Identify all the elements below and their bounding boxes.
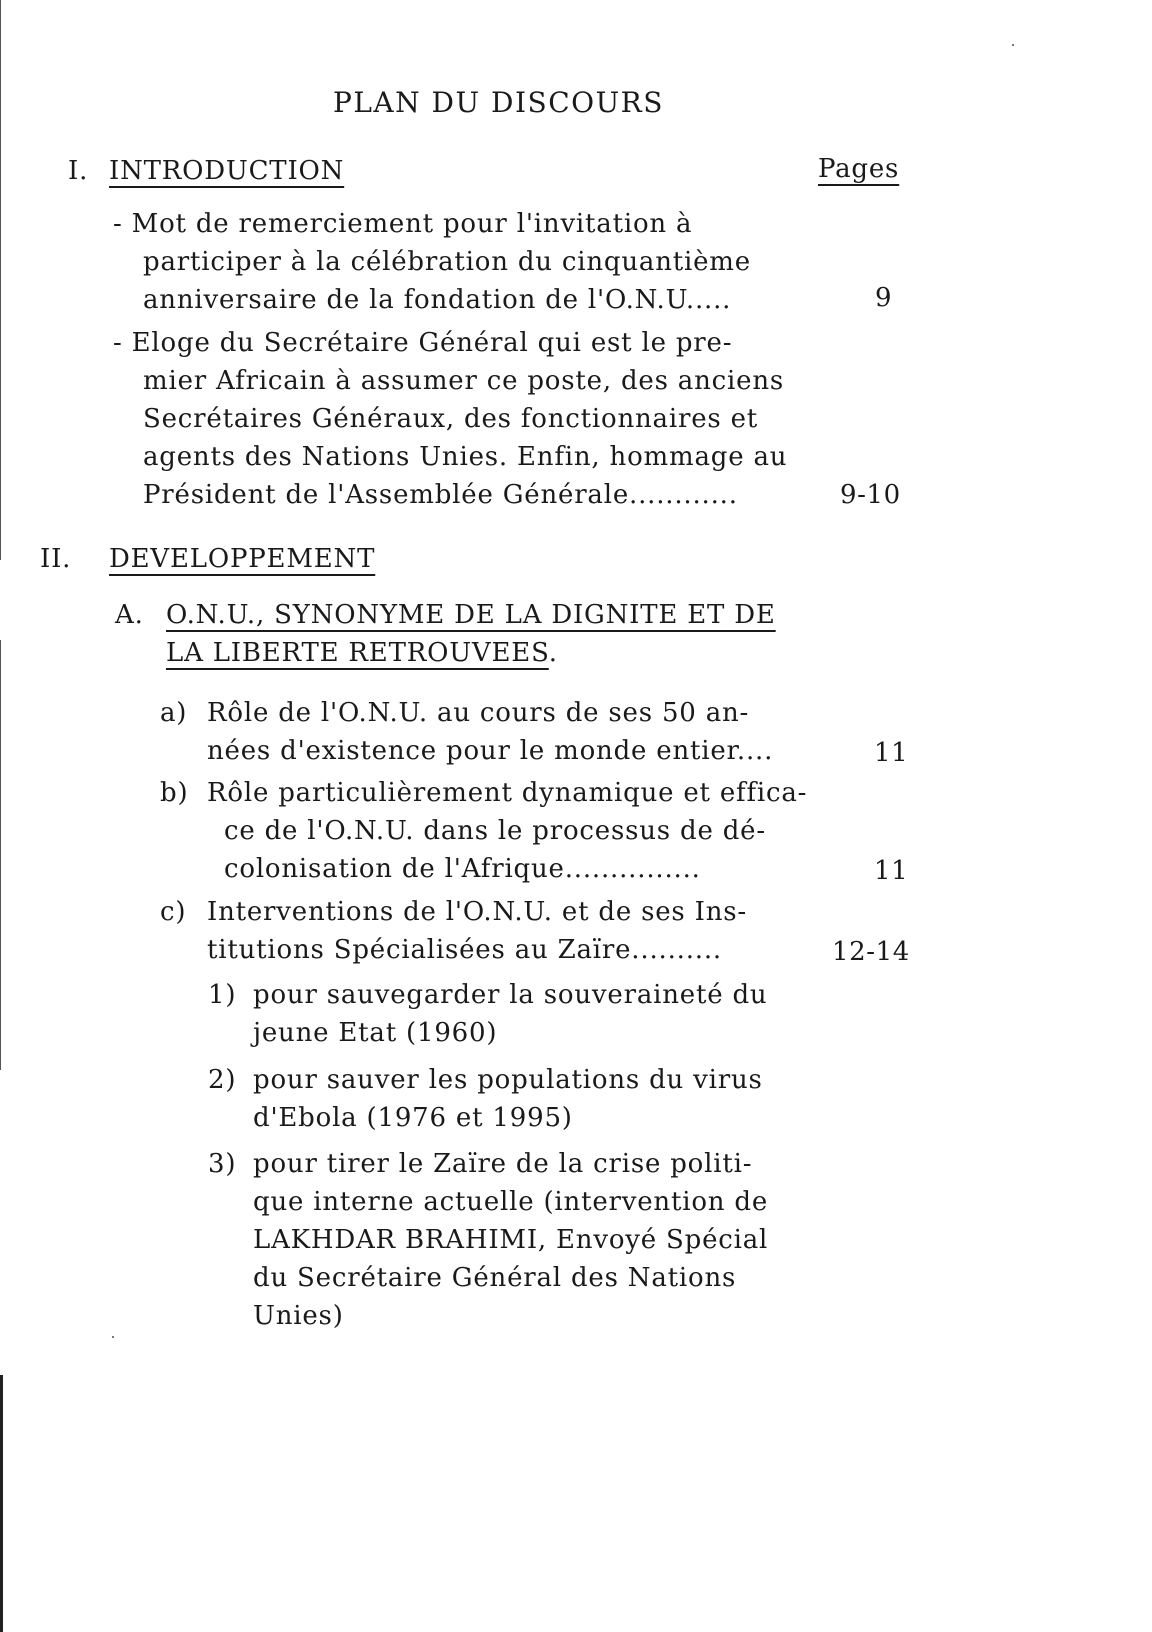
subitem-3-line-3: LAKHDAR BRAHIMI, Envoyé Spécial [253, 1225, 769, 1255]
subitem-2-label: 2) [208, 1065, 237, 1095]
intro-item-2-line-3: Secrétaires Généraux, des fonctionnaires et [143, 404, 759, 434]
item-b-line-2: ce de l'O.N.U. dans le processus de dé- [224, 816, 766, 846]
intro-item-2-line-5: Président de l'Assemblée Générale............ [143, 480, 738, 510]
scan-speck [112, 1336, 114, 1338]
subitem-2-line-1: pour sauver les populations du virus [253, 1065, 763, 1095]
section-1-heading: INTRODUCTION [109, 156, 345, 186]
subsection-a-heading-end: . [548, 638, 558, 668]
subsection-a-letter: A. [115, 600, 144, 630]
scan-edge-line [0, 0, 1, 560]
subsection-a-heading-line-2 [166, 634, 558, 672]
intro-item-1-line-2: participer à la célébration du cinquantième [143, 247, 751, 277]
pages-column-header: Pages [818, 154, 900, 184]
subsection-a-heading-line-1: O.N.U., SYNONYME DE LA DIGNITE ET DE [166, 600, 776, 630]
item-b-line-3: colonisation de l'Afrique............... [224, 854, 701, 884]
item-c-page: 12-14 [832, 937, 910, 967]
item-c-line-2: titutions Spécialisées au Zaïre.......... [207, 935, 722, 965]
subitem-3-line-1: pour tirer le Zaïre de la crise politi- [253, 1149, 753, 1179]
scan-speck [1012, 44, 1014, 46]
subitem-1-label: 1) [208, 980, 237, 1010]
section-1-number: I. [68, 156, 89, 186]
page-title: PLAN DU DISCOURS [333, 86, 664, 119]
item-b-line-1: Rôle particulièrement dynamique et effica- [207, 778, 808, 808]
item-b-page: 11 [874, 856, 909, 886]
subitem-1-line-1: pour sauvegarder la souveraineté du [253, 980, 768, 1010]
subitem-3-line-2: que interne actuelle (intervention de [253, 1187, 769, 1217]
section-2-number: II. [40, 544, 72, 574]
intro-item-2-line-4: agents des Nations Unies. Enfin, hommage au [143, 442, 788, 472]
item-a-page: 11 [874, 738, 909, 768]
item-a-label: a) [160, 698, 188, 728]
intro-item-2-line-2: mier Africain à assumer ce poste, des anciens [143, 366, 785, 396]
section-2-heading: DEVELOPPEMENT [109, 544, 376, 574]
item-a-line-1: Rôle de l'O.N.U. au cours de ses 50 an- [207, 698, 750, 728]
intro-item-1-page: 9 [875, 283, 893, 313]
item-b-label: b) [160, 778, 189, 808]
subitem-3-line-4: du Secrétaire Général des Nations [253, 1263, 737, 1293]
scan-edge-line [0, 640, 1, 1070]
intro-item-2-line-1: - Eloge du Secrétaire Général qui est le pre- [113, 328, 733, 358]
subitem-1-line-2: jeune Etat (1960) [253, 1018, 498, 1048]
intro-item-1-line-1: - Mot de remerciement pour l'invitation à [113, 209, 693, 239]
subitem-3-line-5: Unies) [253, 1301, 344, 1331]
item-c-line-1: Interventions de l'O.N.U. et de ses Ins- [207, 897, 747, 927]
subsection-a-heading-line-2-text: LA LIBERTE RETROUVEES [166, 638, 549, 668]
subitem-2-line-2: d'Ebola (1976 et 1995) [253, 1103, 573, 1133]
intro-item-2-page: 9-10 [840, 480, 901, 510]
intro-item-1-line-3: anniversaire de la fondation de l'O.N.U..... [143, 285, 732, 315]
subitem-3-label: 3) [208, 1149, 237, 1179]
item-c-label: c) [160, 897, 187, 927]
item-a-line-2: nées d'existence pour le monde entier.... [207, 736, 774, 766]
scan-edge-line [0, 1375, 3, 1632]
